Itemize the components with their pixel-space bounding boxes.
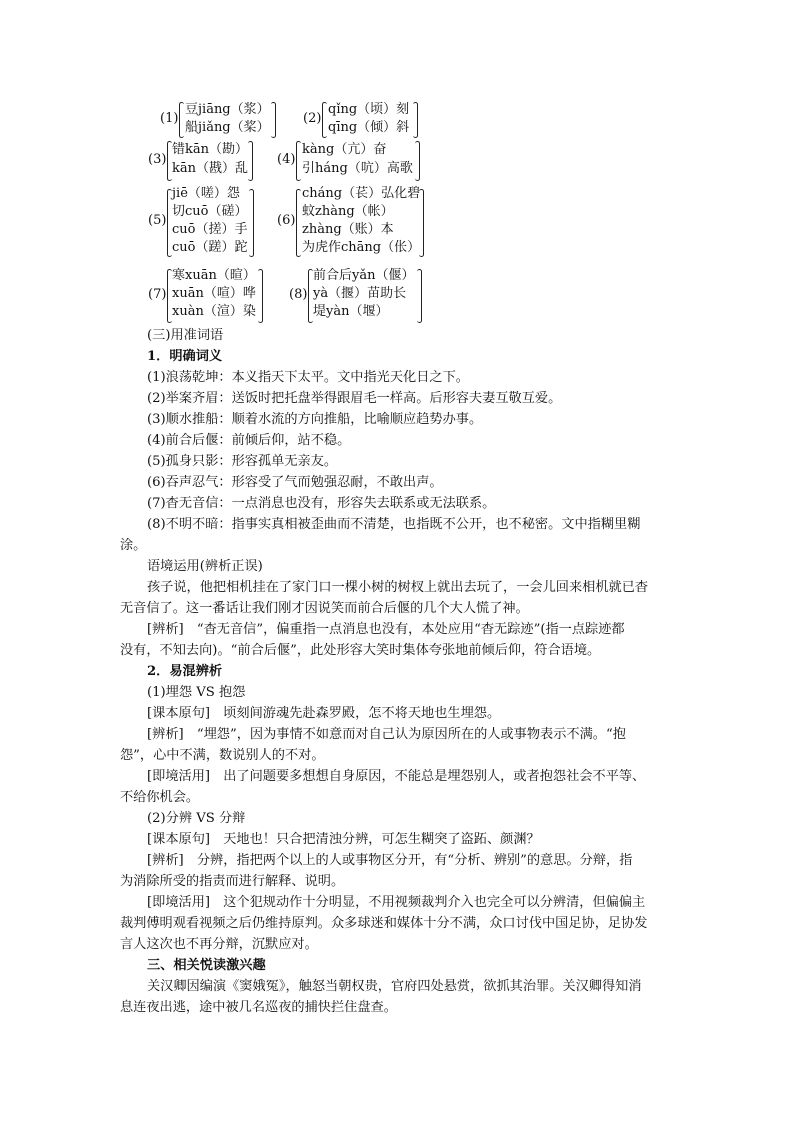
- definition-line: (8)不明不暗：指事实真相被歪曲而不清楚，也指既不公开，也不秘密。文中指糊里糊: [147, 517, 641, 532]
- definition-line: (6)吞声忍气：形容受了气而勉强忍耐，不敢出声。: [147, 475, 443, 490]
- pinyin-line: 寒xuān（暄）: [172, 268, 256, 283]
- pinyin-group: [289, 267, 429, 323]
- item-number: (2): [303, 111, 322, 126]
- pinyin-line: 引háng（吭）高歌: [302, 161, 413, 176]
- pinyin-line: yà（揠）苗助长: [313, 286, 407, 301]
- definition-line: (5)孤身只影：形容孤单无亲友。: [147, 454, 338, 469]
- paragraph-line: 不给你机会。: [120, 790, 200, 805]
- definition-line: (3)顺水推船：顺着水流的方向推船，比喻顺应趋势办事。: [147, 412, 483, 427]
- pinyin-line: cháng（苌）弘化碧: [302, 186, 421, 201]
- pinyin-group: [148, 267, 268, 323]
- pinyin-line: 豆jiāng（浆）: [185, 102, 270, 117]
- pinyin-group: [277, 185, 427, 257]
- pinyin-line: jiē（嗟）怨: [172, 186, 240, 201]
- definition-line: (4)前合后偃：前倾后仰，站不稳。: [147, 433, 351, 448]
- item-number: (5): [148, 213, 167, 228]
- pinyin-line: zhàng（账）本: [302, 222, 394, 237]
- definition-line: (2)举案齐眉：送饭时把托盘举得跟眉毛一样高。后形容夫妻互敬互爱。: [147, 391, 562, 406]
- section-heading: 三、相关悦读激兴趣: [147, 958, 266, 973]
- pinyin-group: [148, 185, 258, 257]
- right-brace: [413, 102, 418, 138]
- item-number: (8): [289, 287, 308, 302]
- subsection-heading: 2．易混辨析: [147, 664, 223, 679]
- pinyin-line: 为虎作chāng（伥）: [302, 240, 421, 255]
- section-heading: (三)用准词语: [147, 328, 224, 343]
- item-number: (4): [277, 152, 296, 167]
- left-brace: [322, 102, 327, 138]
- right-brace: [271, 102, 276, 138]
- item-number: (3): [148, 152, 167, 167]
- paragraph-line: 言人这次也不再分辩，沉默应对。: [120, 937, 318, 952]
- paragraph-line: 无音信了。这一番话让我们刚才因说笑而前合后偃的几个大人慌了神。: [120, 601, 529, 616]
- definition-line: (7)杳无音信：一点消息也没有，形容失去联系或无法联系。: [147, 496, 496, 511]
- pinyin-line: 船jiǎng（桨）: [185, 120, 270, 135]
- right-brace: [417, 269, 422, 323]
- subsection-heading: 1．明确词义: [147, 349, 223, 364]
- pinyin-line: 切cuō（磋）: [172, 204, 248, 219]
- paragraph-line: (2)分辨 VS 分辩: [147, 811, 246, 826]
- pinyin-line: kān（戡）乱: [172, 161, 249, 176]
- right-brace: [419, 189, 424, 257]
- paragraph-line: [辨析] “埋怨”，因为事情不如意而对自己认为原因所在的人或事物表示不满。“抱: [147, 727, 626, 742]
- right-brace: [415, 141, 420, 181]
- paragraph-line: [辨析] “杳无音信”，偏重指一点消息也没有，本处应用“杳无踪迹”(指一点踪迹都: [147, 622, 625, 637]
- paragraph-line: [即境活用] 出了问题要多想想自身原因，不能总是埋怨别人，或者抱怨社会不平等、: [147, 769, 646, 784]
- paragraph-line: [课本原句] 顷刻间游魂先赴森罗殿，怎不将天地也生埋怨。: [147, 706, 501, 721]
- pinyin-group: [148, 140, 268, 180]
- paragraph-line: 关汉卿因编演《窦娥冤》，触怒当朝权贵，官府四处悬赏，欲抓其治罪。关汉卿得知消: [147, 979, 642, 994]
- item-number: (1): [160, 111, 179, 126]
- pinyin-line: kàng（亢）奋: [302, 142, 387, 157]
- pinyin-line: qǐng（顷）刻: [328, 102, 410, 117]
- right-brace: [258, 269, 263, 323]
- pinyin-group: [303, 101, 423, 137]
- pinyin-line: 错kān（勘）: [172, 142, 249, 157]
- pinyin-line: cuō（蹉）跎: [172, 240, 248, 255]
- item-number: (7): [148, 287, 167, 302]
- paragraph-line: 为消除所受的指责而进行解释、说明。: [120, 874, 345, 889]
- left-brace: [296, 189, 301, 257]
- paragraph-line: [即境活用] 这个犯规动作十分明显，不用视频裁判介入也完全可以分辨清，但偏偏主: [147, 895, 646, 910]
- paragraph-line: [辨析] 分辨，指把两个以上的人或事物区分开，有“分析、辨别”的意思。分辩，指: [147, 853, 633, 868]
- right-brace: [248, 141, 253, 181]
- subsection-heading: 语境运用(辨析正误): [147, 559, 263, 574]
- paragraph-line: 没有，不知去向)。“前合后偃”，此处形容大笑时集体夸张地前倾后仰，符合语境。: [120, 643, 601, 658]
- pinyin-line: xuàn（渲）染: [172, 304, 256, 319]
- definition-line: (1)浪荡乾坤：本义指天下太平。文中指光天化日之下。: [147, 370, 469, 385]
- paragraph-line: 裁判傅明观看视频之后仍维持原判。众多球迷和媒体十分不满，众口讨伐中国足协，足协发: [120, 916, 648, 931]
- left-brace: [179, 102, 184, 138]
- paragraph-line: 孩子说，他把相机挂在了家门口一棵小树的树杈上就出去玩了，一会儿回来相机就已杳: [147, 580, 649, 595]
- pinyin-line: xuān（喧）哗: [172, 286, 256, 301]
- pinyin-line: 蚊zhàng（帐）: [302, 204, 394, 219]
- paragraph-line: 息连夜出逃，途中被几名巡夜的捕快拦住盘查。: [120, 1000, 397, 1015]
- right-brace: [249, 189, 254, 257]
- definition-line: 涂。: [120, 538, 147, 553]
- pinyin-line: cuō（搓）手: [172, 222, 248, 237]
- paragraph-line: [课本原句] 天地也！只合把清浊分辨，可怎生糊突了盗跖、颜渊？: [147, 832, 540, 847]
- pinyin-line: qīng（倾）斜: [328, 120, 410, 135]
- paragraph-line: (1)埋怨 VS 抱怨: [147, 685, 246, 700]
- item-number: (6): [277, 213, 296, 228]
- pinyin-group: [277, 140, 427, 180]
- pinyin-line: 堤yàn（堰）: [313, 304, 389, 319]
- pinyin-line: 前合后yǎn（偃）: [313, 268, 415, 283]
- pinyin-group: [160, 101, 280, 137]
- paragraph-line: 怨”，心中不满，数说别人的不对。: [120, 748, 325, 763]
- left-brace: [296, 141, 301, 181]
